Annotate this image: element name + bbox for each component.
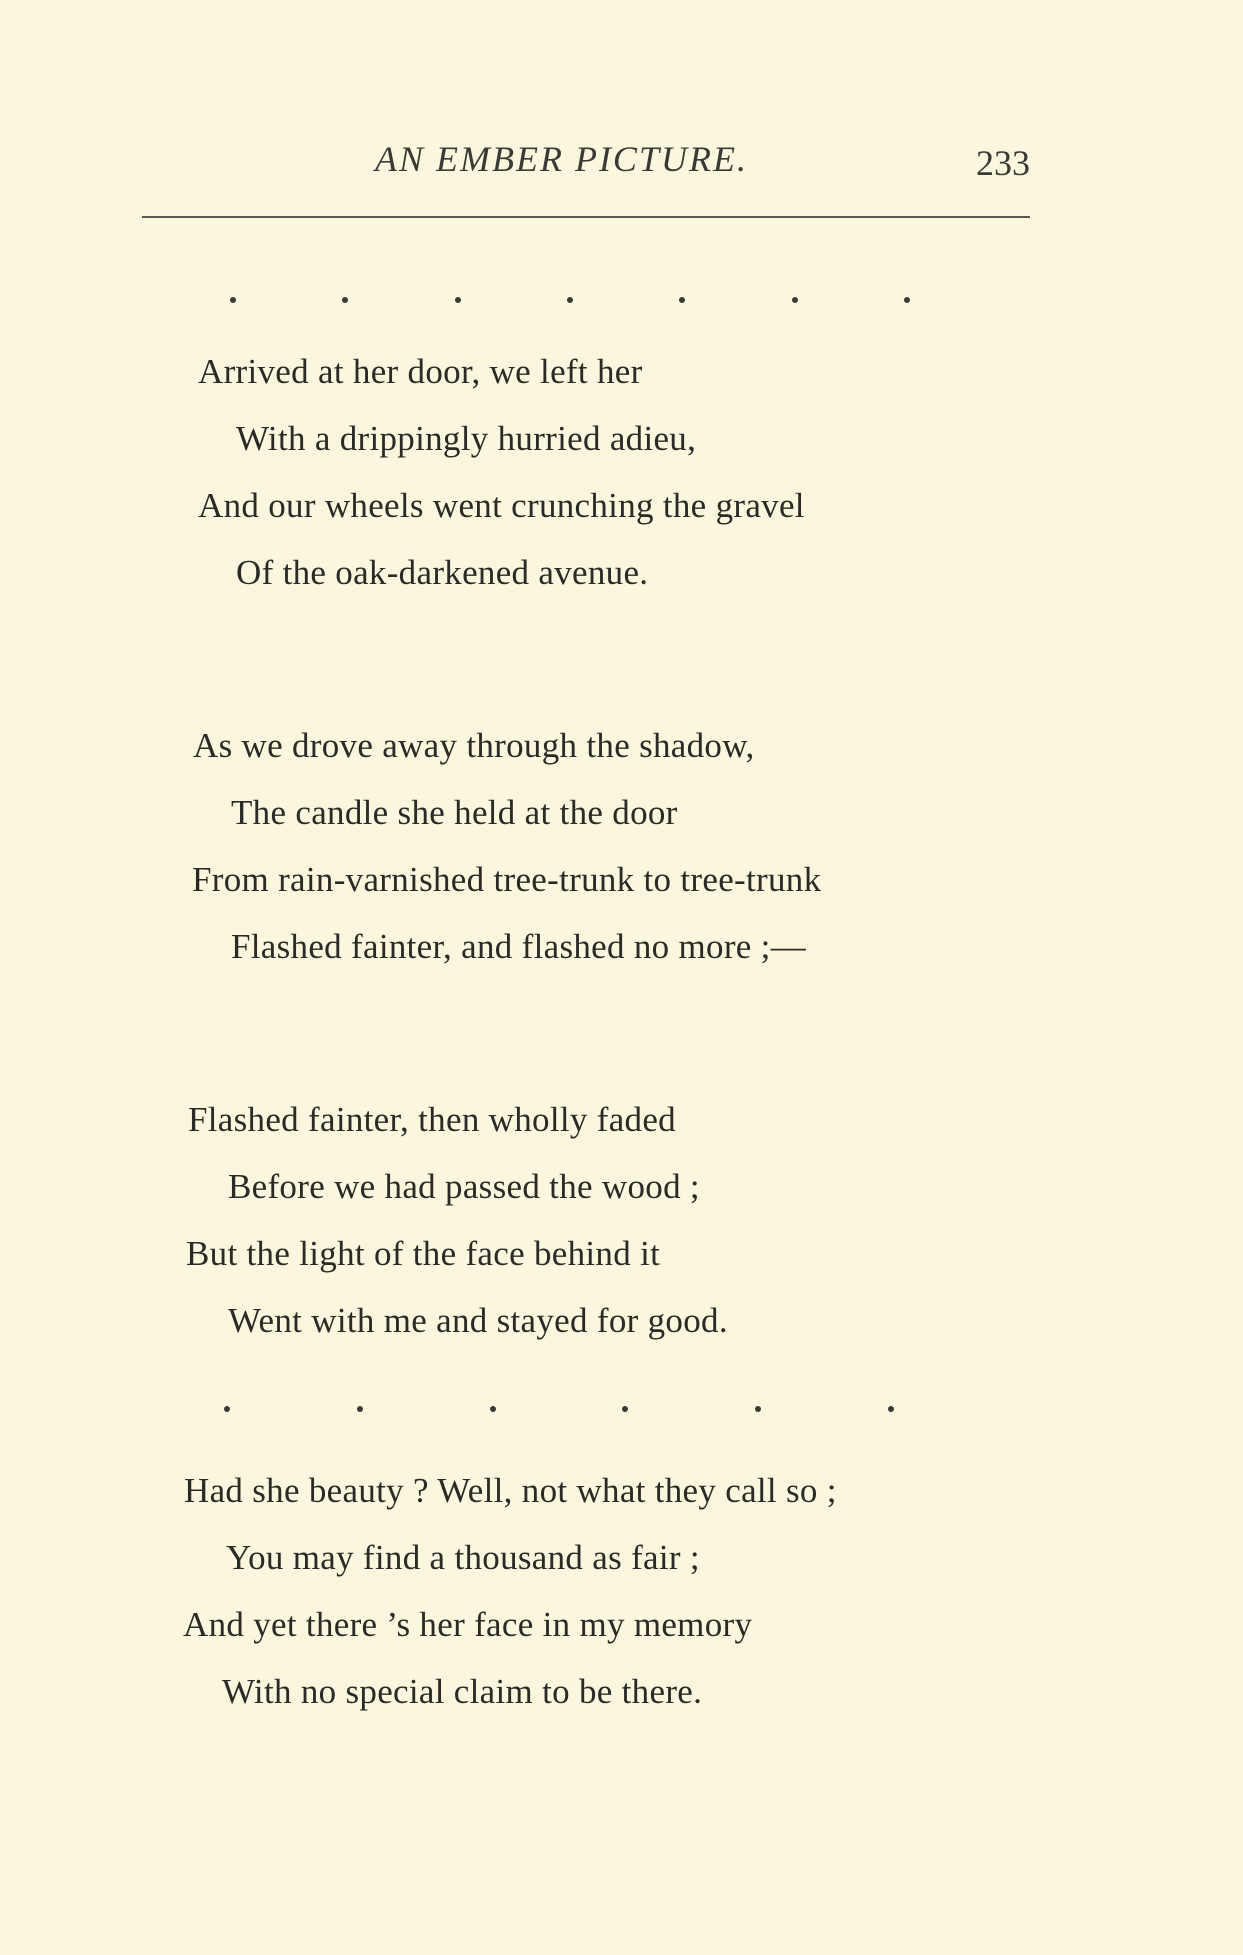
poem-line: From rain-varnished tree-trunk to tree-trunk — [192, 860, 822, 899]
ellipsis-dot — [888, 1406, 894, 1412]
ellipsis-dot — [490, 1406, 496, 1412]
ellipsis-dot — [357, 1406, 363, 1412]
poem-line: You may find a thousand as fair ; — [226, 1538, 700, 1577]
poem-line: With no special claim to be there. — [222, 1672, 703, 1711]
poem-line: With a drippingly hurried adieu, — [236, 419, 697, 458]
ellipsis-dot — [230, 297, 236, 303]
poem-line: Flashed fainter, then wholly faded — [188, 1100, 676, 1139]
poem-line: And our wheels went crunching the gravel — [198, 486, 805, 525]
poem-line: Went with me and stayed for good. — [228, 1301, 728, 1340]
poem-line: Before we had passed the wood ; — [228, 1167, 700, 1206]
ellipsis-dot — [755, 1406, 761, 1412]
ellipsis-dot — [455, 297, 461, 303]
poem-line: Of the oak-darkened avenue. — [236, 553, 649, 592]
poem-line: But the light of the face behind it — [186, 1234, 661, 1273]
poem-line: As we drove away through the shadow, — [193, 726, 755, 765]
ellipsis-dot — [567, 297, 573, 303]
ellipsis-dot — [342, 297, 348, 303]
ellipsis-dot — [622, 1406, 628, 1412]
running-head — [140, 138, 1030, 188]
ellipsis-separator-top — [230, 297, 910, 303]
ellipsis-dot — [792, 297, 798, 303]
ellipsis-separator-middle — [224, 1406, 894, 1412]
ellipsis-dot — [224, 1406, 230, 1412]
page-number: 233 — [976, 143, 1030, 183]
poem-line: And yet there ’s her face in my memory — [183, 1605, 753, 1644]
running-title: AN EMBER PICTURE. — [375, 139, 748, 179]
ellipsis-dot — [904, 297, 910, 303]
poem-line: Had she beauty ? Well, not what they call so ; — [184, 1471, 837, 1510]
ellipsis-dot — [679, 297, 685, 303]
poem-line: Flashed fainter, and flashed no more ;— — [231, 927, 806, 966]
header-rule — [142, 216, 1030, 218]
poem-line: The candle she held at the door — [231, 793, 678, 832]
poem-line: Arrived at her door, we left her — [198, 352, 643, 391]
